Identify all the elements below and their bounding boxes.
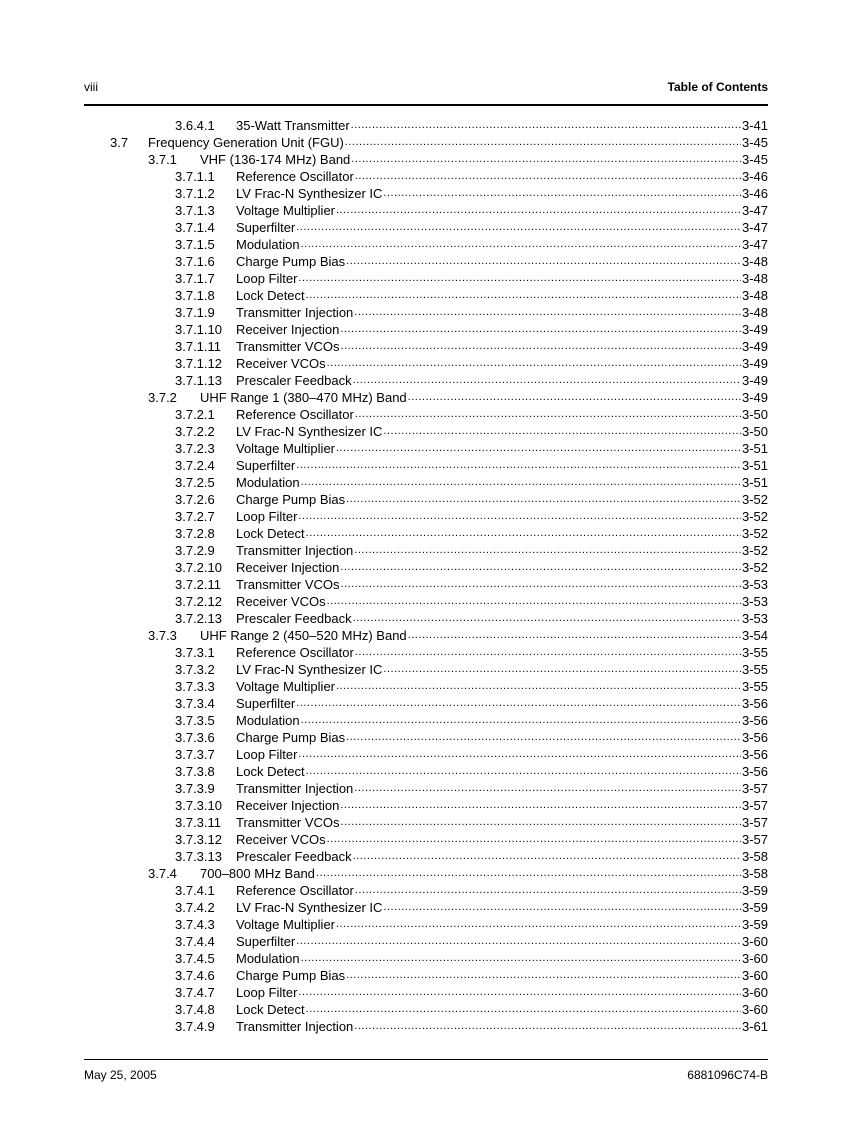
toc-entry-page: 3-48 — [741, 254, 768, 269]
toc-entry-number: 3.7.2.4 — [175, 458, 215, 473]
toc-entry[interactable] — [148, 865, 768, 882]
toc-entry[interactable] — [175, 338, 768, 355]
toc-entry-title: UHF Range 2 (450–520 MHz) Band — [200, 628, 407, 643]
toc-entry-number: 3.7.1.1 — [175, 169, 215, 184]
toc-entry-page: 3-56 — [741, 730, 768, 745]
toc-dot-leader — [301, 236, 741, 253]
toc-entry-title: Prescaler Feedback — [236, 373, 352, 388]
toc-entry-page: 3-53 — [741, 577, 768, 592]
toc-entry[interactable] — [175, 678, 768, 695]
toc-entry-page: 3-60 — [741, 985, 768, 1000]
toc-entry[interactable] — [175, 440, 768, 457]
toc-entry-title: Reference Oscillator — [236, 407, 354, 422]
toc-entry-title: Voltage Multiplier — [236, 917, 335, 932]
toc-entry-page: 3-59 — [741, 900, 768, 915]
toc-dot-leader — [354, 542, 741, 559]
toc-dot-leader — [408, 389, 741, 406]
toc-entry-page: 3-50 — [741, 424, 768, 439]
toc-entry-page: 3-49 — [741, 373, 768, 388]
toc-entry[interactable] — [175, 253, 768, 270]
toc-entry-number: 3.6.4.1 — [175, 118, 215, 133]
toc-entry-page: 3-47 — [741, 220, 768, 235]
toc-entry[interactable] — [148, 627, 768, 644]
toc-entry[interactable] — [175, 168, 768, 185]
toc-entry-number: 3.7.4.4 — [175, 934, 215, 949]
toc-entry-number: 3.7.4.8 — [175, 1002, 215, 1017]
toc-entry[interactable] — [175, 1018, 768, 1035]
toc-entry-page: 3-60 — [741, 968, 768, 983]
toc-entry-number: 3.7.4.5 — [175, 951, 215, 966]
footer-divider — [84, 1059, 768, 1060]
toc-entry-title: Reference Oscillator — [236, 169, 354, 184]
toc-entry-number: 3.7.4.2 — [175, 900, 215, 915]
toc-entry[interactable] — [175, 185, 768, 202]
toc-entry-page: 3-47 — [741, 237, 768, 252]
toc-entry-number: 3.7.3.7 — [175, 747, 215, 762]
toc-entry-page: 3-52 — [741, 492, 768, 507]
toc-entry[interactable] — [175, 236, 768, 253]
toc-dot-leader — [296, 695, 741, 712]
toc-entry-page: 3-51 — [741, 441, 768, 456]
toc-entry-page: 3-61 — [741, 1019, 768, 1034]
toc-dot-leader — [327, 355, 741, 372]
toc-entry-number: 3.7.2.10 — [175, 560, 222, 575]
toc-entry-page: 3-57 — [741, 781, 768, 796]
toc-dot-leader — [306, 763, 741, 780]
toc-dot-leader — [346, 729, 741, 746]
toc-dot-leader — [353, 848, 741, 865]
toc-entry-page: 3-54 — [741, 628, 768, 643]
footer-date: May 25, 2005 — [84, 1068, 157, 1082]
toc-entry-title: Voltage Multiplier — [236, 679, 335, 694]
toc-entry-title: Lock Detect — [236, 526, 305, 541]
toc-entry-title: Modulation — [236, 237, 300, 252]
toc-entry-number: 3.7.2.13 — [175, 611, 222, 626]
toc-entry-number: 3.7.4.7 — [175, 985, 215, 1000]
toc-entry[interactable] — [175, 780, 768, 797]
toc-entry-page: 3-55 — [741, 679, 768, 694]
toc-dot-leader — [298, 508, 741, 525]
toc-entry-page: 3-53 — [741, 611, 768, 626]
toc-entry-number: 3.7.3.1 — [175, 645, 215, 660]
toc-dot-leader — [351, 151, 741, 168]
toc-entry-title: Loop Filter — [236, 985, 298, 1000]
toc-entry-number: 3.7.3.3 — [175, 679, 215, 694]
toc-entry-page: 3-58 — [741, 849, 768, 864]
toc-dot-leader — [306, 287, 741, 304]
toc-entry-number: 3.7.1.11 — [175, 339, 222, 354]
toc-entry-number: 3.7.3.9 — [175, 781, 215, 796]
toc-entry-title: 700–800 MHz Band — [200, 866, 315, 881]
toc-entry-page: 3-47 — [741, 203, 768, 218]
toc-dot-leader — [327, 593, 741, 610]
toc-entry[interactable] — [175, 797, 768, 814]
toc-entry-title: VHF (136-174 MHz) Band — [200, 152, 351, 167]
toc-entry-title: Lock Detect — [236, 1002, 305, 1017]
toc-entry[interactable] — [175, 508, 768, 525]
toc-entry-title: Modulation — [236, 713, 300, 728]
toc-entry-title: Transmitter Injection — [236, 543, 354, 558]
toc-entry-page: 3-57 — [741, 815, 768, 830]
toc-entry-number: 3.7.2.5 — [175, 475, 215, 490]
page-label: viii — [84, 80, 98, 94]
toc-dot-leader — [341, 814, 741, 831]
toc-entry-title: 35-Watt Transmitter — [236, 118, 350, 133]
toc-entry-title: Superfilter — [236, 696, 296, 711]
toc-entry-title: Receiver VCOs — [236, 594, 326, 609]
toc-dot-leader — [296, 933, 741, 950]
toc-entry-number: 3.7.1.10 — [175, 322, 222, 337]
toc-entry-title: Receiver VCOs — [236, 832, 326, 847]
toc-entry-title: Superfilter — [236, 934, 296, 949]
toc-entry-number: 3.7.3.11 — [175, 815, 222, 830]
toc-dot-leader — [340, 559, 741, 576]
toc-entry-number: 3.7.1.12 — [175, 356, 222, 371]
toc-entry-page: 3-46 — [741, 169, 768, 184]
toc-entry[interactable] — [175, 372, 768, 389]
toc-dot-leader — [316, 865, 741, 882]
toc-entry-page: 3-59 — [741, 917, 768, 932]
toc-entry-number: 3.7.1.9 — [175, 305, 215, 320]
toc-entry-title: Transmitter Injection — [236, 781, 354, 796]
toc-entry-page: 3-55 — [741, 645, 768, 660]
toc-entry[interactable] — [175, 542, 768, 559]
toc-dot-leader — [327, 831, 741, 848]
toc-entry-number: 3.7.1 — [148, 152, 177, 167]
toc-dot-leader — [336, 916, 741, 933]
toc-entry-title: Loop Filter — [236, 747, 298, 762]
toc-entry-page: 3-50 — [741, 407, 768, 422]
toc-entry[interactable] — [175, 117, 768, 134]
toc-entry-number: 3.7.1.6 — [175, 254, 215, 269]
toc-entry[interactable] — [175, 695, 768, 712]
toc-entry-page: 3-52 — [741, 560, 768, 575]
toc-dot-leader — [355, 406, 741, 423]
toc-entry-number: 3.7.2.1 — [175, 407, 215, 422]
toc-dot-leader — [306, 1001, 741, 1018]
toc-entry-title: Transmitter Injection — [236, 1019, 354, 1034]
toc-entry[interactable] — [175, 984, 768, 1001]
toc-entry-number: 3.7.1.4 — [175, 220, 215, 235]
toc-dot-leader — [383, 661, 741, 678]
toc-entry[interactable] — [175, 916, 768, 933]
toc-entry[interactable] — [175, 644, 768, 661]
toc-entry-title: Transmitter VCOs — [236, 339, 340, 354]
toc-entry-title: Transmitter Injection — [236, 305, 354, 320]
toc-entry-title: Receiver Injection — [236, 798, 340, 813]
toc-entry-title: Transmitter VCOs — [236, 577, 340, 592]
toc-dot-leader — [353, 610, 741, 627]
toc-entry-page: 3-60 — [741, 951, 768, 966]
toc-entry-number: 3.7.2.11 — [175, 577, 222, 592]
toc-entry-title: LV Frac-N Synthesizer IC — [236, 662, 383, 677]
toc-entry[interactable] — [175, 950, 768, 967]
toc-entry[interactable] — [175, 355, 768, 372]
toc-dot-leader — [301, 712, 741, 729]
toc-dot-leader — [341, 576, 741, 593]
toc-dot-leader — [298, 270, 741, 287]
footer-doc-number: 6881096C74-B — [687, 1068, 768, 1082]
section-title: Table of Contents — [667, 80, 768, 94]
toc-entry-number: 3.7.3.8 — [175, 764, 215, 779]
toc-entry-title: Lock Detect — [236, 764, 305, 779]
toc-dot-leader — [354, 304, 741, 321]
toc-entry-number: 3.7.2.8 — [175, 526, 215, 541]
toc-entry-page: 3-49 — [741, 356, 768, 371]
toc-entry[interactable] — [175, 746, 768, 763]
toc-dot-leader — [355, 882, 741, 899]
toc-entry-title: Transmitter VCOs — [236, 815, 340, 830]
toc-entry-page: 3-57 — [741, 832, 768, 847]
toc-dot-leader — [296, 457, 741, 474]
toc-dot-leader — [296, 219, 741, 236]
toc-entry-number: 3.7.4.1 — [175, 883, 215, 898]
toc-entry-page: 3-59 — [741, 883, 768, 898]
toc-dot-leader — [346, 253, 741, 270]
toc-entry-number: 3.7.3.5 — [175, 713, 215, 728]
toc-entry-number: 3.7.4.6 — [175, 968, 215, 983]
toc-dot-leader — [336, 678, 741, 695]
toc-entry-page: 3-56 — [741, 713, 768, 728]
toc-entry-page: 3-49 — [741, 322, 768, 337]
toc-entry[interactable] — [175, 219, 768, 236]
toc-dot-leader — [353, 372, 741, 389]
toc-entry[interactable] — [175, 899, 768, 916]
toc-dot-leader — [298, 984, 741, 1001]
toc-entry-title: Receiver VCOs — [236, 356, 326, 371]
toc-entry[interactable] — [110, 134, 768, 151]
toc-dot-leader — [346, 967, 741, 984]
toc-entry[interactable] — [175, 933, 768, 950]
toc-entry-title: Modulation — [236, 475, 300, 490]
toc-entry[interactable] — [175, 287, 768, 304]
toc-entry-number: 3.7.3.12 — [175, 832, 222, 847]
toc-dot-leader — [301, 474, 741, 491]
toc-entry-title: Superfilter — [236, 458, 296, 473]
toc-entry-page: 3-60 — [741, 1002, 768, 1017]
toc-entry[interactable] — [148, 151, 768, 168]
header-divider — [84, 104, 768, 106]
toc-entry-title: Charge Pump Bias — [236, 254, 346, 269]
toc-dot-leader — [354, 1018, 741, 1035]
toc-entry-title: Receiver Injection — [236, 322, 340, 337]
toc-entry-page: 3-53 — [741, 594, 768, 609]
toc-entry-number: 3.7.1.13 — [175, 373, 222, 388]
toc-entry[interactable] — [175, 491, 768, 508]
toc-entry-title: UHF Range 1 (380–470 MHz) Band — [200, 390, 407, 405]
toc-entry-title: Frequency Generation Unit (FGU) — [148, 135, 344, 150]
toc-entry[interactable] — [175, 559, 768, 576]
toc-dot-leader — [383, 899, 741, 916]
toc-entry-page: 3-52 — [741, 526, 768, 541]
toc-entry-number: 3.7.3 — [148, 628, 177, 643]
toc-entry[interactable] — [175, 763, 768, 780]
toc-entry-page: 3-46 — [741, 186, 768, 201]
toc-entry-title: Lock Detect — [236, 288, 305, 303]
toc-dot-leader — [345, 134, 741, 151]
toc-entry-number: 3.7.4.9 — [175, 1019, 215, 1034]
toc-entry[interactable] — [175, 882, 768, 899]
toc-entry-title: Charge Pump Bias — [236, 492, 346, 507]
toc-entry-number: 3.7.1.8 — [175, 288, 215, 303]
toc-entry-title: Reference Oscillator — [236, 883, 354, 898]
toc-entry-title: Prescaler Feedback — [236, 611, 352, 626]
toc-entry-number: 3.7.1.3 — [175, 203, 215, 218]
toc-entry[interactable] — [175, 729, 768, 746]
toc-entry-number: 3.7.1.2 — [175, 186, 215, 201]
toc-entry-page: 3-52 — [741, 543, 768, 558]
toc-entry-page: 3-55 — [741, 662, 768, 677]
toc-entry-page: 3-51 — [741, 458, 768, 473]
toc-dot-leader — [306, 525, 741, 542]
toc-entry[interactable] — [175, 967, 768, 984]
toc-entry-number: 3.7.3.4 — [175, 696, 215, 711]
toc-entry-number: 3.7.1.5 — [175, 237, 215, 252]
toc-entry[interactable] — [175, 814, 768, 831]
toc-entry[interactable] — [148, 389, 768, 406]
toc-entry-number: 3.7.1.7 — [175, 271, 215, 286]
toc-entry-page: 3-48 — [741, 305, 768, 320]
toc-dot-leader — [301, 950, 741, 967]
toc-entry-page: 3-56 — [741, 764, 768, 779]
toc-entry-title: Receiver Injection — [236, 560, 340, 575]
toc-entry-title: Loop Filter — [236, 271, 298, 286]
toc-entry[interactable] — [175, 406, 768, 423]
toc-dot-leader — [341, 338, 741, 355]
toc-entry-page: 3-49 — [741, 339, 768, 354]
toc-entry-number: 3.7.3.10 — [175, 798, 222, 813]
toc-entry-title: Loop Filter — [236, 509, 298, 524]
toc-entry[interactable] — [175, 457, 768, 474]
toc-entry-title: Superfilter — [236, 220, 296, 235]
toc-entry-title: LV Frac-N Synthesizer IC — [236, 186, 383, 201]
toc-entry-number: 3.7.2.7 — [175, 509, 215, 524]
toc-entry-page: 3-57 — [741, 798, 768, 813]
toc-entry-number: 3.7.2.9 — [175, 543, 215, 558]
toc-dot-leader — [355, 644, 741, 661]
toc-entry-number: 3.7.3.13 — [175, 849, 222, 864]
toc-dot-leader — [346, 491, 741, 508]
toc-entry-page: 3-48 — [741, 271, 768, 286]
toc-entry-number: 3.7.2.2 — [175, 424, 215, 439]
toc-entry-page: 3-45 — [741, 135, 768, 150]
toc-entry[interactable] — [175, 593, 768, 610]
toc-entry-number: 3.7.2 — [148, 390, 177, 405]
toc-entry-number: 3.7.2.3 — [175, 441, 215, 456]
toc-dot-leader — [298, 746, 741, 763]
toc-entry-title: LV Frac-N Synthesizer IC — [236, 424, 383, 439]
toc-entry-page: 3-60 — [741, 934, 768, 949]
toc-entry[interactable] — [175, 712, 768, 729]
toc-dot-leader — [383, 185, 741, 202]
toc-entry-number: 3.7.4.3 — [175, 917, 215, 932]
toc-dot-leader — [340, 321, 741, 338]
toc-entry-page: 3-56 — [741, 747, 768, 762]
toc-entry-page: 3-51 — [741, 475, 768, 490]
toc-entry-title: Reference Oscillator — [236, 645, 354, 660]
toc-entry-number: 3.7.3.6 — [175, 730, 215, 745]
toc-entry[interactable] — [175, 474, 768, 491]
toc-entry-page: 3-58 — [741, 866, 768, 881]
toc-entry-page: 3-45 — [741, 152, 768, 167]
toc-entry[interactable] — [175, 423, 768, 440]
toc-entry-page: 3-56 — [741, 696, 768, 711]
toc-entry[interactable] — [175, 525, 768, 542]
toc-entry[interactable] — [175, 848, 768, 865]
toc-dot-leader — [336, 440, 741, 457]
toc-entry[interactable] — [175, 304, 768, 321]
toc-dot-leader — [354, 780, 741, 797]
toc-dot-leader — [383, 423, 741, 440]
toc-entry-title: LV Frac-N Synthesizer IC — [236, 900, 383, 915]
toc-entry-number: 3.7.3.2 — [175, 662, 215, 677]
toc-entry[interactable] — [175, 831, 768, 848]
toc-entry-title: Modulation — [236, 951, 300, 966]
toc-entry-page: 3-48 — [741, 288, 768, 303]
toc-entry[interactable] — [175, 576, 768, 593]
toc-entry-page: 3-52 — [741, 509, 768, 524]
toc-entry[interactable] — [175, 321, 768, 338]
toc-entry-title: Charge Pump Bias — [236, 968, 346, 983]
toc-entry-title: Voltage Multiplier — [236, 203, 335, 218]
toc-entry-number: 3.7.2.12 — [175, 594, 222, 609]
toc-entry-number: 3.7 — [110, 135, 129, 150]
toc-dot-leader — [408, 627, 741, 644]
toc-entry[interactable] — [175, 610, 768, 627]
toc-entry[interactable] — [175, 1001, 768, 1018]
toc-dot-leader — [340, 797, 741, 814]
toc-entry-page: 3-41 — [741, 118, 768, 133]
toc-dot-leader — [336, 202, 741, 219]
toc-entry[interactable] — [175, 661, 768, 678]
toc-dot-leader — [351, 117, 741, 134]
toc-dot-leader — [355, 168, 741, 185]
toc-entry-title: Voltage Multiplier — [236, 441, 335, 456]
toc-entry[interactable] — [175, 202, 768, 219]
toc-entry-page: 3-49 — [741, 390, 768, 405]
toc-entry-title: Charge Pump Bias — [236, 730, 346, 745]
toc-entry-number: 3.7.4 — [148, 866, 177, 881]
toc-entry[interactable] — [175, 270, 768, 287]
toc-entry-title: Prescaler Feedback — [236, 849, 352, 864]
toc-entry-number: 3.7.2.6 — [175, 492, 215, 507]
